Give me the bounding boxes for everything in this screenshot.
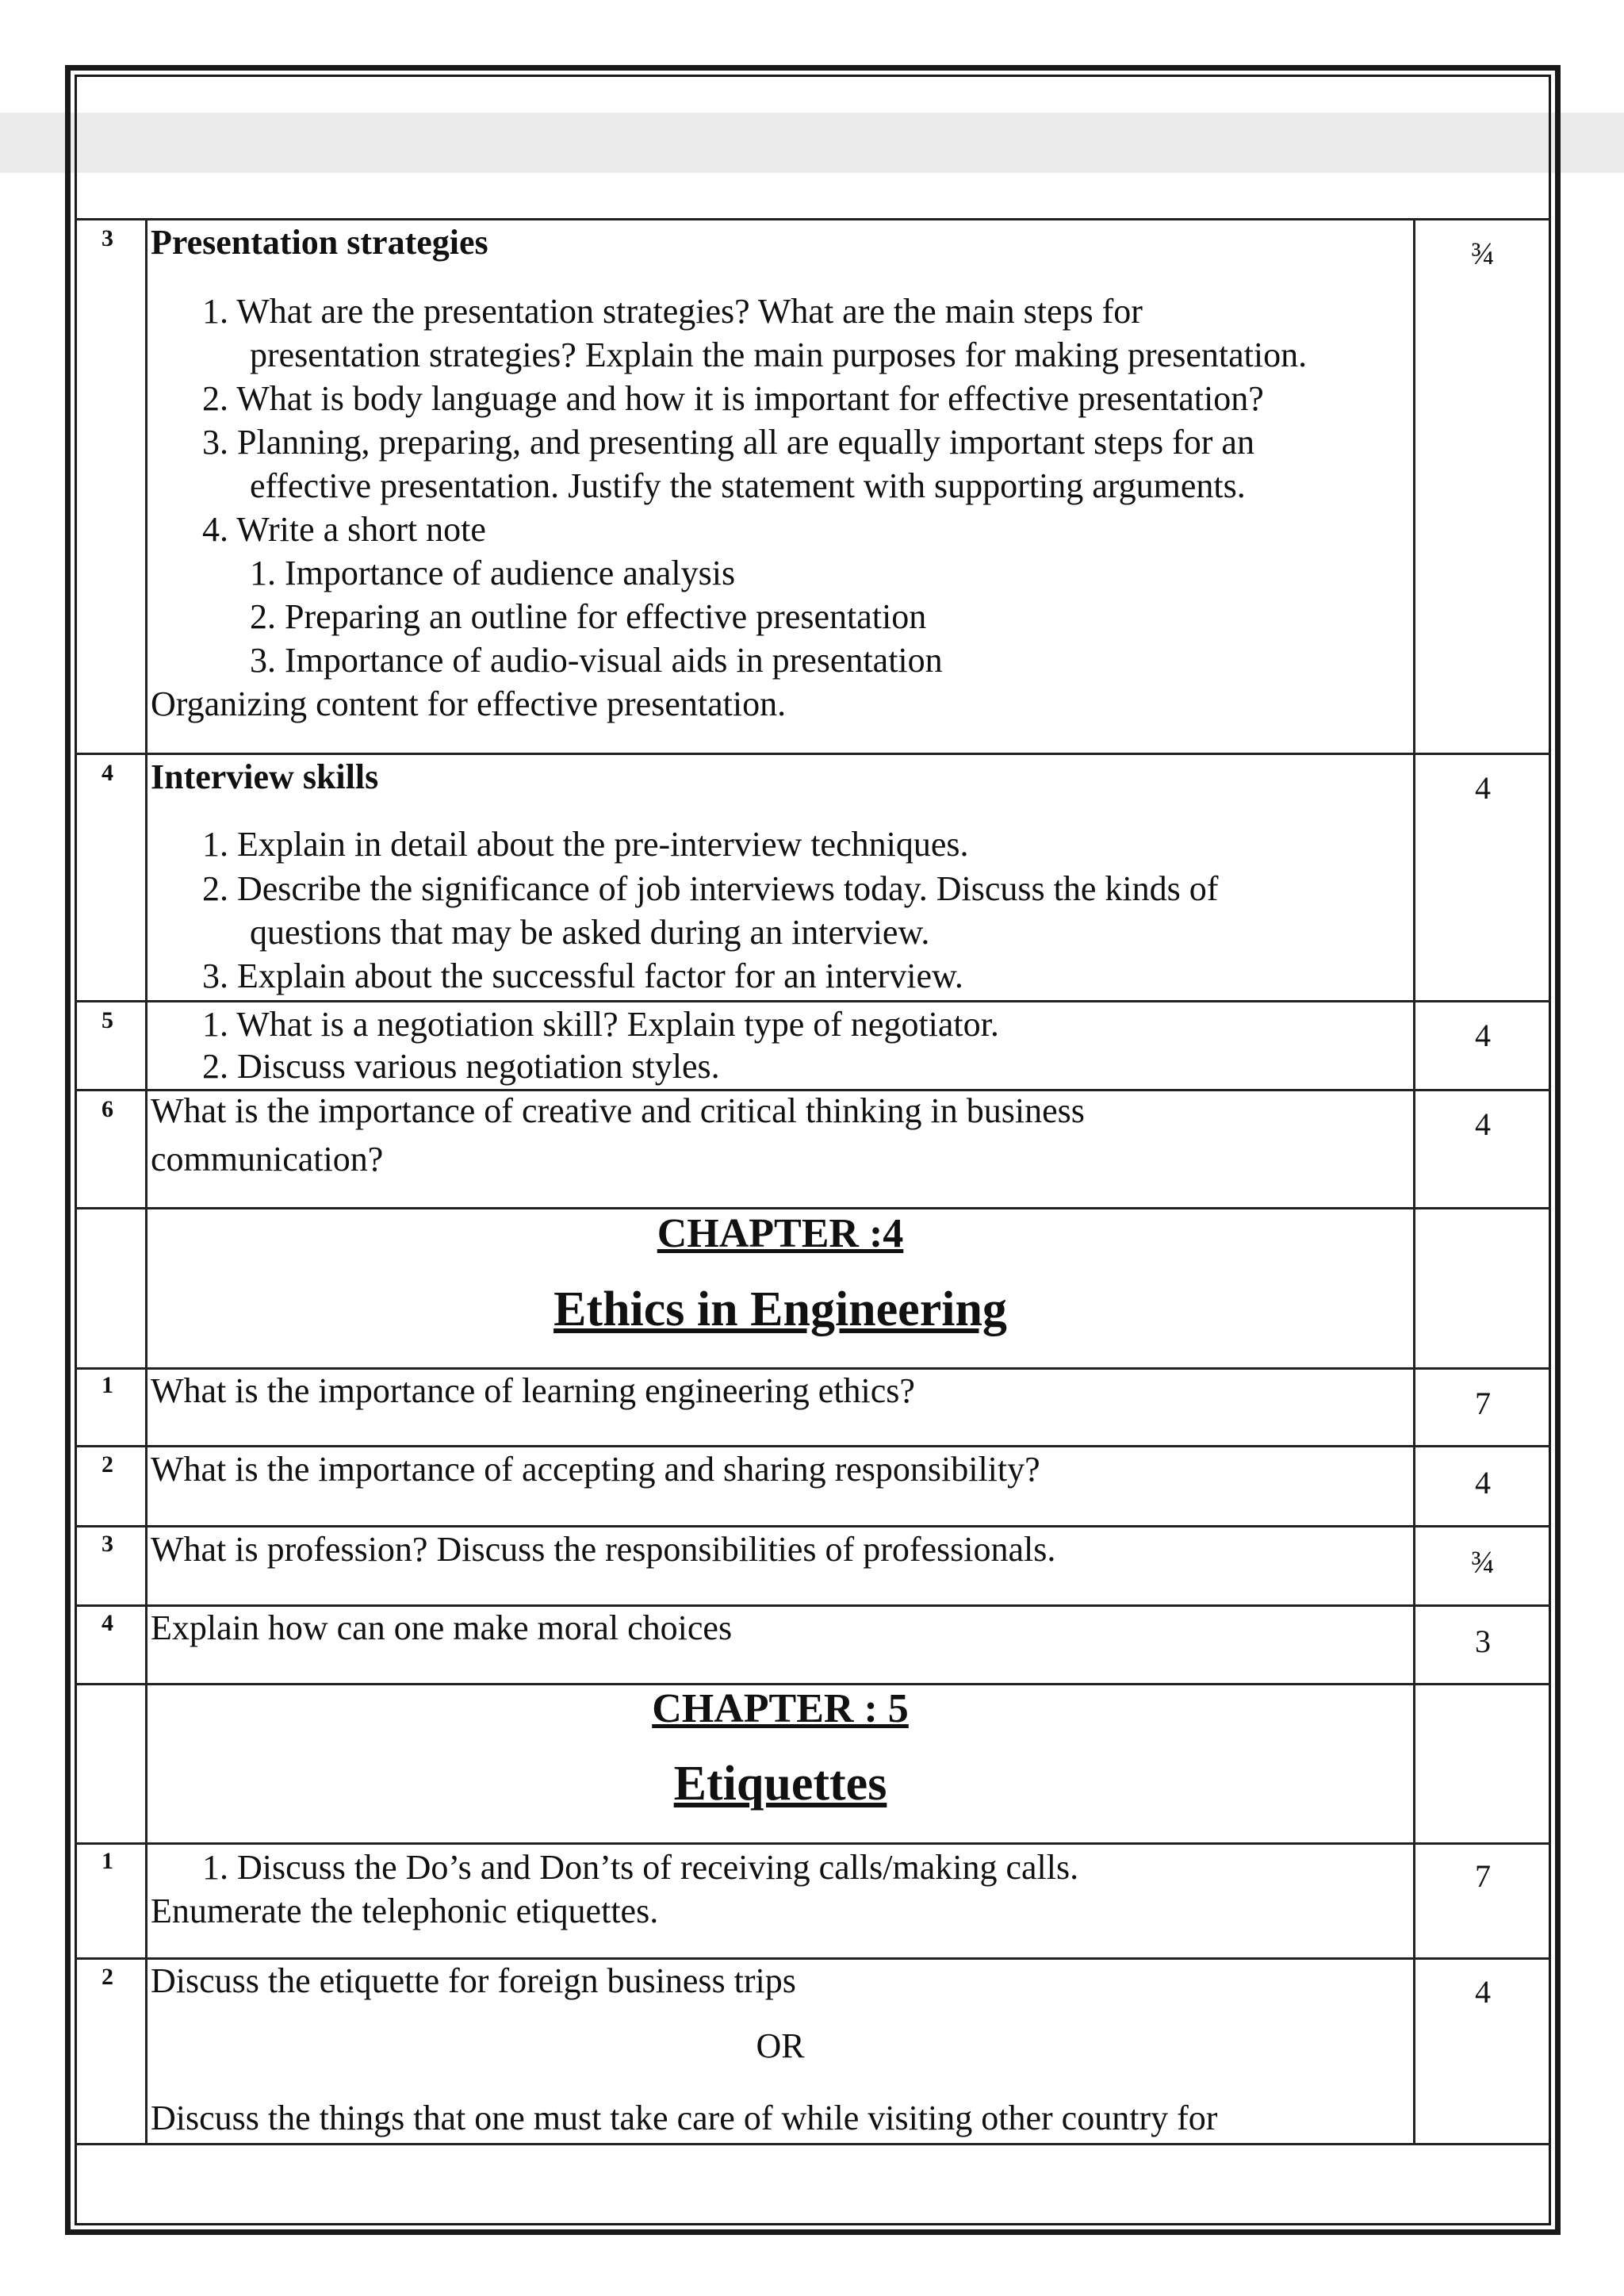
question-line: 3. Planning, preparing, and presenting all are equally important steps for an <box>202 423 1254 462</box>
marks-value: ¾ <box>1471 1544 1495 1580</box>
question-line: 4. Write a short note <box>202 510 486 549</box>
question-line: 1. Explain in detail about the pre-interview techniques. <box>202 825 969 864</box>
question-number: 4 <box>102 1610 113 1636</box>
question-line: 1. What is a negotiation skill? Explain type of negotiator. <box>202 1005 999 1044</box>
question-line: What is the importance of creative and critical thinking in business <box>151 1091 1085 1130</box>
question-line: Organizing content for effective presentation. <box>151 684 787 723</box>
question-number: 4 <box>102 760 113 786</box>
question-line: What is the importance of accepting and sharing responsibility? <box>151 1450 1040 1489</box>
marks-value: 4 <box>1475 770 1491 806</box>
question-number: 1 <box>102 1848 113 1874</box>
marks-value: 7 <box>1475 1386 1491 1421</box>
question-number: 1 <box>102 1372 113 1398</box>
section-title: Presentation strategies <box>151 223 488 262</box>
chapter-title: Etiquettes <box>673 1757 887 1811</box>
sub-item: 2. Preparing an outline for effective presentation <box>250 597 927 636</box>
section-title: Interview skills <box>151 757 379 796</box>
question-number: 2 <box>102 1451 113 1478</box>
question-line: presentation strategies? Explain the main purposes for making presentation. <box>250 335 1308 374</box>
question-number: 2 <box>102 1964 113 1990</box>
question-line: Discuss the etiquette for foreign business trips <box>151 1961 796 2000</box>
question-number: 6 <box>102 1096 113 1122</box>
question-line: Discuss the things that one must take care of while visiting other country for <box>151 2099 1218 2137</box>
marks-value: 4 <box>1475 1465 1491 1501</box>
question-line: questions that may be asked during an interview. <box>250 913 930 952</box>
marks-value: ¾ <box>1471 236 1495 271</box>
question-line: 2. Describe the significance of job interviews today. Discuss the kinds of <box>202 869 1219 908</box>
chapter-heading: CHAPTER : 5 <box>652 1686 909 1731</box>
sub-item: 1. Importance of audience analysis <box>250 554 736 592</box>
chapter-title: Ethics in Engineering <box>553 1282 1007 1336</box>
chapter-heading: CHAPTER :4 <box>657 1211 904 1256</box>
marks-value: 4 <box>1475 1974 1491 2010</box>
question-number: 3 <box>102 225 113 251</box>
question-number: 3 <box>102 1531 113 1557</box>
table-bottom-line <box>75 2143 1551 2145</box>
question-line: 1. Discuss the Do’s and Don’ts of receiving calls/making calls. <box>202 1848 1079 1887</box>
question-line: Enumerate the telephonic etiquettes. <box>151 1892 659 1930</box>
sub-item: 3. Importance of audio-visual aids in presentation <box>250 641 943 680</box>
question-line: 2. Discuss various negotiation styles. <box>202 1047 720 1086</box>
or-separator: OR <box>756 2026 805 2065</box>
question-line: communication? <box>151 1140 384 1179</box>
question-line: Explain how can one make moral choices <box>151 1608 733 1647</box>
question-line: 3. Explain about the successful factor for an interview. <box>202 956 963 995</box>
question-number: 5 <box>102 1007 113 1033</box>
row-divider <box>75 1842 1551 1845</box>
question-line: What is the importance of learning engineering ethics? <box>151 1371 915 1410</box>
question-line: 1. What are the presentation strategies? What are the main steps for <box>202 292 1143 331</box>
question-line: 2. What is body language and how it is important for effective presentation? <box>202 379 1264 418</box>
column-divider-marks <box>1413 218 1415 2145</box>
marks-value: 3 <box>1475 1623 1491 1659</box>
marks-value: 7 <box>1475 1858 1491 1894</box>
marks-value: 4 <box>1475 1018 1491 1053</box>
question-line: What is profession? Discuss the responsibilities of professionals. <box>151 1530 1056 1569</box>
marks-value: 4 <box>1475 1106 1491 1142</box>
column-divider-number <box>145 218 147 2145</box>
question-line: effective presentation. Justify the statement with supporting arguments. <box>250 466 1246 505</box>
